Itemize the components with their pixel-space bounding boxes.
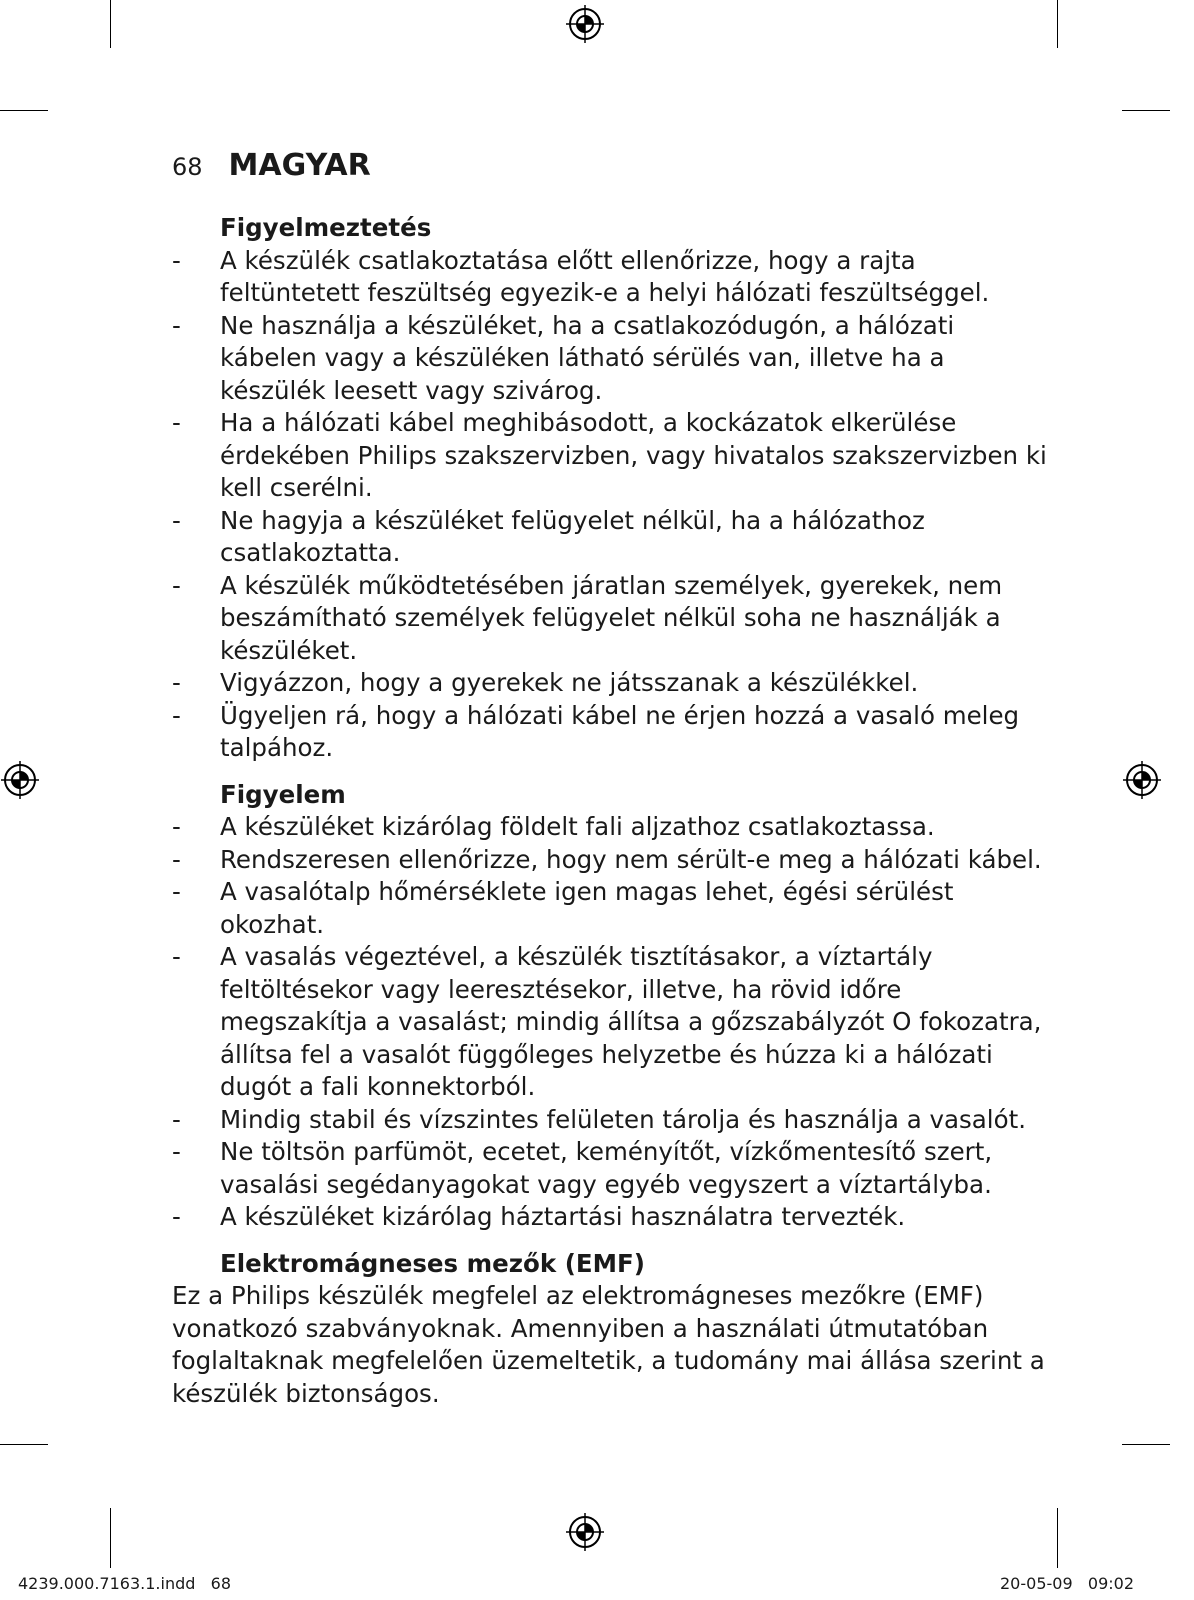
list-item-text: A készülék működtetésében járatlan személyek, gyerekek, nem beszámítható személyek felügyelet nélkül soha ne használják a készüléket. xyxy=(220,570,1003,665)
list-item-text: Ne hagyja a készüléket felügyelet nélkül, ha a hálózathoz csatlakoztatta. xyxy=(220,505,925,567)
registration-mark-icon xyxy=(566,5,604,43)
list-item xyxy=(172,811,1052,844)
list-item xyxy=(172,941,1052,1104)
warning-list xyxy=(172,245,1052,765)
section-caution xyxy=(172,779,1052,1234)
list-dash: - xyxy=(172,505,181,535)
list-dash: - xyxy=(172,700,181,730)
section-title: Figyelem xyxy=(220,779,346,809)
list-item xyxy=(172,1201,1052,1234)
list-item-text: A készüléket kizárólag földelt fali aljzathoz csatlakoztassa. xyxy=(220,812,935,841)
crop-mark xyxy=(0,1444,48,1445)
crop-mark xyxy=(0,110,48,111)
list-dash: - xyxy=(172,942,181,971)
language-heading: MAGYAR xyxy=(228,148,371,183)
list-dash: - xyxy=(172,668,181,697)
list-item xyxy=(172,505,1052,570)
list-item xyxy=(172,570,1052,668)
page-number: 68 xyxy=(172,153,203,181)
caution-list xyxy=(172,811,1052,1234)
section-warning xyxy=(172,212,1052,765)
section-emf xyxy=(172,1248,1052,1411)
list-dash: - xyxy=(172,812,181,841)
list-item-text: Mindig stabil és vízszintes felületen tárolja és használja a vasalót. xyxy=(220,1104,1026,1134)
list-dash: - xyxy=(172,310,181,340)
registration-mark-icon xyxy=(1,761,39,799)
list-dash: - xyxy=(172,245,181,275)
list-item xyxy=(172,876,1052,941)
section-title: Elektromágneses mezők (EMF) xyxy=(220,1248,645,1278)
registration-mark-icon xyxy=(1123,761,1161,799)
page-header xyxy=(172,148,371,183)
list-item xyxy=(172,700,1052,765)
list-item-text: A vasalás végeztével, a készülék tisztításakor, a víztartály feltöltésekor vagy leeresztésekor, illetve, ha rövid időre megszakítja a vasalást; mindig állítsa a gőzszabályzót O fokozatra, állítsa fel a vasalót függőleges helyzetbe és húzza ki a hálózati dugót a fali konnektorból. xyxy=(220,942,1042,1101)
list-item xyxy=(172,245,1052,310)
list-item-text: A készüléket kizárólag háztartási használatra tervezték. xyxy=(220,1202,906,1231)
emf-paragraph: Ez a Philips készülék megfelel az elektromágneses mezőkre (EMF) vonatkozó szabványoknak. Amennyiben a használati útmutatóban foglaltaknak megfelelően üzemeltetik, a tudomány mai állása szerint a készülék biztonságos. xyxy=(172,1281,1045,1408)
list-item xyxy=(172,407,1052,505)
list-dash: - xyxy=(172,1137,181,1166)
list-item xyxy=(172,1104,1052,1137)
footer-file-info: 4239.000.7163.1.indd 68 xyxy=(18,1574,232,1593)
list-item xyxy=(172,1136,1052,1201)
list-item-text: Ne töltsön parfümöt, ecetet, keményítőt, vízkőmentesítő szert, vasalási segédanyagokat vagy egyéb vegyszert a víztartályba. xyxy=(220,1137,993,1199)
section-title: Figyelmeztetés xyxy=(220,213,432,242)
crop-mark xyxy=(110,1508,111,1568)
list-dash: - xyxy=(172,570,181,600)
list-dash: - xyxy=(172,877,181,906)
list-item-text: Vigyázzon, hogy a gyerekek ne játsszanak a készülékkel. xyxy=(220,668,919,697)
crop-mark xyxy=(110,0,111,48)
list-item-text: Rendszeresen ellenőrizze, hogy nem sérült-e meg a hálózati kábel. xyxy=(220,844,1042,874)
crop-mark xyxy=(1122,110,1170,111)
crop-mark xyxy=(1122,1444,1170,1445)
registration-mark-icon xyxy=(566,1513,604,1551)
list-dash: - xyxy=(172,408,181,437)
list-dash: - xyxy=(172,844,181,874)
list-item-text: Ha a hálózati kábel meghibásodott, a kockázatok elkerülése érdekében Philips szakszervizben, vagy hivatalos szakszervizben ki kell cserélni. xyxy=(220,408,1047,502)
page-content xyxy=(172,212,1052,1424)
crop-mark xyxy=(1057,1508,1058,1568)
list-item xyxy=(172,844,1052,877)
list-item-text: Ne használja a készüléket, ha a csatlakozódugón, a hálózati kábelen vagy a készüléken látható sérülés van, illetve ha a készülék leesett vagy szivárog. xyxy=(220,310,955,405)
list-item xyxy=(172,310,1052,408)
crop-mark xyxy=(1057,0,1058,48)
footer-datetime: 20-05-09 09:02 xyxy=(1000,1574,1134,1593)
list-item-text: Ügyeljen rá, hogy a hálózati kábel ne érjen hozzá a vasaló meleg talpához. xyxy=(220,700,1020,762)
list-item xyxy=(172,667,1052,700)
list-dash: - xyxy=(172,1202,181,1231)
list-item-text: A vasalótalp hőmérséklete igen magas lehet, égési sérülést okozhat. xyxy=(220,877,954,939)
list-dash: - xyxy=(172,1104,181,1134)
list-item-text: A készülék csatlakoztatása előtt ellenőrizze, hogy a rajta feltüntetett feszültség egyezik-e a helyi hálózati feszültséggel. xyxy=(220,245,990,307)
